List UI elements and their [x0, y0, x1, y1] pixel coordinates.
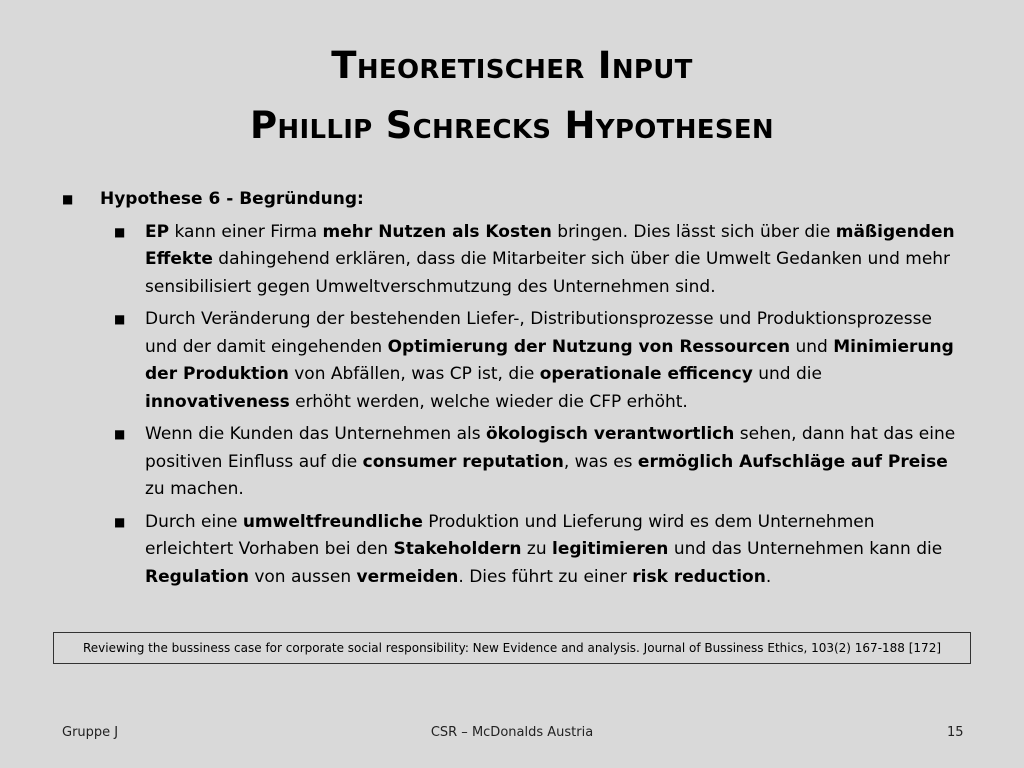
hypothesis-heading: Hypothese 6 - Begründung: — [100, 189, 364, 209]
emphasized-text: Minimierung der Produktion — [145, 336, 954, 384]
footer-topic: CSR – McDonalds Austria — [430, 725, 594, 740]
text-segment: und das Unternehmen kann die — [668, 539, 943, 559]
sub-bullet-text — [145, 222, 955, 297]
text-segment: dahingehend erklären, dass die Mitarbeiter sich über die Umwelt Gedanken und mehr sensibilisiert gegen Umweltverschmutzung des Unternehmen sind. — [145, 249, 951, 297]
emphasized-text: mehr Nutzen als Kosten — [322, 221, 552, 242]
text-segment: kann einer Firma — [169, 221, 323, 242]
square-bullet-icon: ■ — [114, 312, 126, 326]
text-segment: und — [790, 336, 834, 357]
text-segment: Produktion und Lieferung wird es dem Unternehmen erleichtert Vorhaben bei den — [145, 511, 875, 559]
sub-bullet-text — [145, 424, 955, 499]
hypothesis-heading-item — [62, 186, 962, 214]
emphasized-text: ökologisch verantwortlich — [486, 424, 735, 444]
sub-bullet-list — [62, 219, 962, 592]
sub-bullet-text — [145, 309, 954, 412]
square-bullet-icon: ■ — [62, 192, 74, 206]
sub-bullet-item — [62, 219, 962, 302]
square-bullet-icon: ■ — [114, 427, 126, 441]
emphasized-text: risk reduction — [632, 566, 766, 587]
emphasized-text: ermöglich Aufschläge auf Preise — [637, 451, 948, 472]
text-segment: . — [765, 566, 772, 587]
square-bullet-icon: ■ — [114, 224, 126, 239]
slide-title — [0, 36, 1024, 156]
emphasized-text: umweltfreundliche — [242, 511, 423, 532]
source-text: Reviewing the bussiness case for corporate social responsibility: New Evidence and analysis. Journal of Bussiness Ethics, 103(2) 167-188 [172] — [82, 641, 942, 655]
text-segment: Wenn die Kunden das Unternehmen als — [145, 424, 486, 444]
emphasized-text: innovativeness — [145, 391, 290, 412]
text-segment: bringen. Dies lässt sich über die — [551, 221, 836, 242]
emphasized-text: legitimieren — [552, 539, 669, 559]
text-segment: sehen, dann hat das eine positiven Einfluss auf die — [145, 424, 956, 472]
text-segment: Durch Veränderung der bestehenden Liefer-, Distributionsprozesse und Produktionsprozesse und der damit eingehenden — [145, 309, 932, 357]
text-segment: von aussen — [248, 566, 357, 587]
text-segment: zu — [521, 539, 553, 559]
text-segment: , was es — [563, 451, 638, 472]
text-segment: Durch eine — [145, 511, 243, 532]
emphasized-text: Regulation — [145, 566, 249, 587]
emphasized-text: Optimierung der Nutzung von Ressourcen — [387, 336, 791, 357]
text-segment: von Abfällen, was CP ist, die — [288, 364, 540, 384]
text-segment: zu machen. — [145, 479, 244, 499]
square-bullet-icon: ■ — [114, 514, 126, 529]
emphasized-text: consumer reputation — [362, 451, 564, 472]
emphasized-text: mäßigenden Effekte — [145, 221, 955, 269]
sub-bullet-item — [62, 421, 962, 504]
sub-bullet-text — [145, 512, 942, 587]
text-segment: und die — [752, 364, 822, 384]
source-citation — [53, 632, 971, 664]
sub-bullet-item — [62, 509, 962, 592]
emphasized-text: operationale efficency — [539, 364, 753, 384]
text-segment: erhöht werden, welche wieder die CFP erhöht. — [289, 391, 688, 412]
title-line-1: Theoretischer Input — [331, 44, 693, 87]
emphasized-text: Stakeholdern — [393, 539, 522, 559]
sub-bullet-item — [62, 306, 962, 416]
slide-number: 15 — [947, 725, 964, 740]
emphasized-text: EP — [145, 221, 170, 242]
emphasized-text: vermeiden — [356, 566, 459, 587]
slide-body — [62, 186, 962, 596]
title-line-2: Phillip Schrecks Hypothesen — [250, 104, 774, 147]
text-segment: . Dies führt zu einer — [458, 566, 633, 587]
footer-group: Gruppe J — [62, 725, 119, 740]
